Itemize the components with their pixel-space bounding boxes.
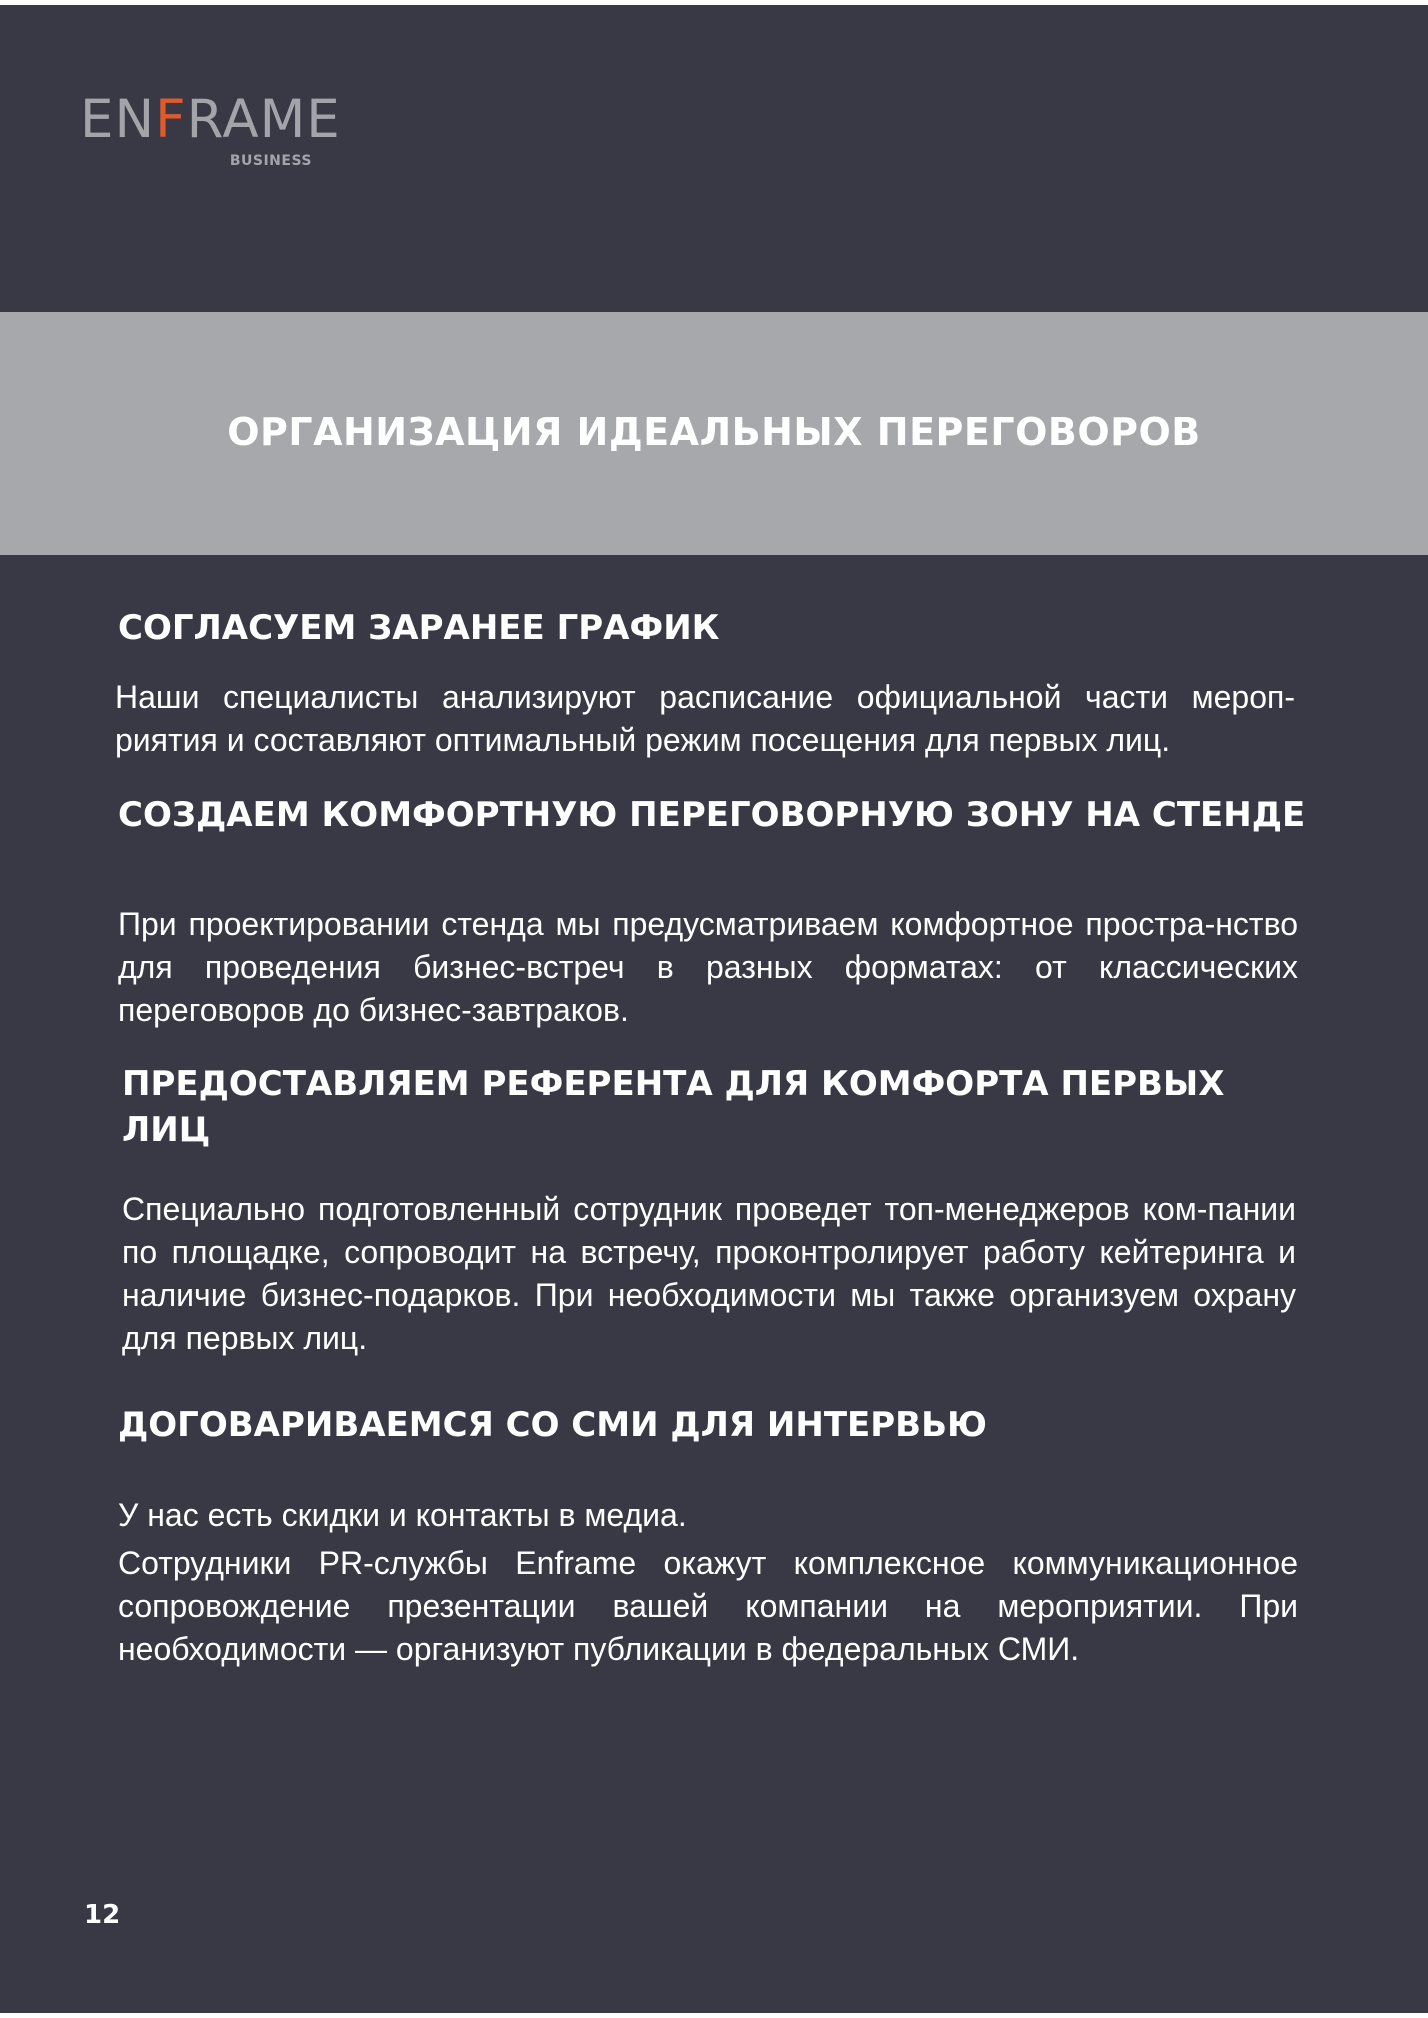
logo-word-accent: F <box>155 89 187 150</box>
page-title: ОРГАНИЗАЦИЯ ИДЕАЛЬНЫХ ПЕРЕГОВОРОВ <box>227 410 1201 454</box>
section-heading-schedule: СОГЛАСУЕМ ЗАРАНЕЕ ГРАФИК <box>118 608 720 648</box>
title-banner <box>0 312 1428 555</box>
section-heading-meeting-zone: СОЗДАЕМ КОМФОРТНУЮ ПЕРЕГОВОРНУЮ ЗОНУ НА СТЕНДЕ <box>118 795 1306 835</box>
section-text-referent: Специально подготовленный сотрудник проведет топ-менеджеров ком-пании по площадке, сопроводит на встречу, проконтролирует работу кейтеринга и наличие бизнес-подарков. При необходимости мы также организуем охрану для первых лиц. <box>122 1191 1296 1356</box>
section-text-media: Сотрудники PR-службы Enframe окажут комплексное коммуникационное сопровождение презентации вашей компании на мероприятии. При необходимости — организуют публикации в федеральных СМИ. <box>118 1545 1298 1667</box>
logo-wordmark <box>80 89 341 151</box>
logo-word-part2: RAME <box>186 89 341 150</box>
section-heading-referent: ПРЕДОСТАВЛЯЕМ РЕФЕРЕНТА ДЛЯ КОМФОРТА ПЕРВЫХ ЛИЦ <box>122 1064 1225 1150</box>
section-text-schedule: Наши специалисты анализируют расписание официальной части мероп-риятия и составляют оптимальный режим посещения для первых лиц. <box>115 679 1295 758</box>
logo-word-part1: EN <box>80 89 156 150</box>
section-heading-media: ДОГОВАРИВАЕМСЯ СО СМИ ДЛЯ ИНТЕРВЬЮ <box>118 1405 987 1445</box>
logo-subtitle: BUSINESS <box>229 153 312 169</box>
page-number: 12 <box>84 1900 121 1930</box>
brochure-page <box>0 5 1428 2013</box>
section-text-media-intro: У нас есть скидки и контакты в медиа. <box>118 1497 687 1533</box>
section-text-meeting-zone: При проектировании стенда мы предусматриваем комфортное простра-нство для проведения бизнес-встреч в разных форматах: от классических переговоров до бизнес-завтраков. <box>118 906 1298 1028</box>
enframe-business-logo <box>80 89 341 173</box>
